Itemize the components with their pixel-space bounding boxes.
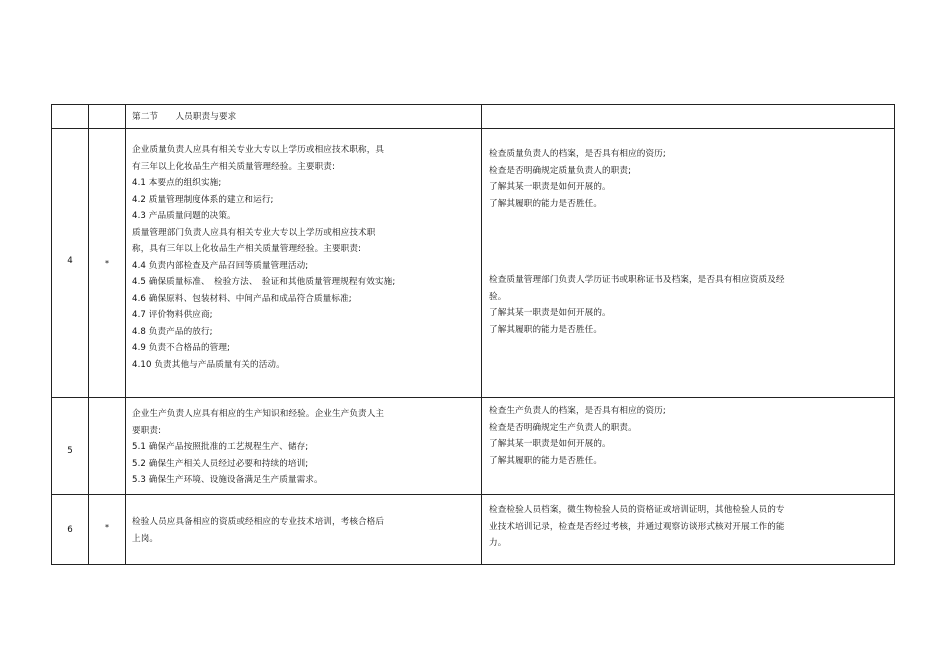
col-border	[481, 104, 482, 565]
requirement-text: 企业生产负责人应具有相应的生产知识和经验。企业生产负责人主 要职责: 5.1 确保产品按照批准的工艺规程生产、储存; 5.2 确保生产相关人员经过必要和持续的培训; 5.3 确保生产环境、设施设备满足生产质量需求。	[132, 409, 385, 485]
row-number: 4	[67, 256, 73, 266]
row-border	[51, 397, 895, 398]
col-border	[894, 104, 895, 565]
requirement-text: 企业质量负责人应具有相关专业大专以上学历或相应技术职称，具 有三年以上化妆品生产相关质量管理经验。主要职责: 4.1 本要点的组织实施; 4.2 质量管理制度体系的建立和运行; 4.3 产品质量问题的决策。 质量管理部门负责人应具有相关专业大专以上学历或相应技术职 称，具有三年以上化妆品生产相关质量管理经验。主要职责: 4.4 负责内部检查及产品召回等质量管理活动; 4.5 确保质量标准、 检验方法、 验证和其他质量管理规程有效实施; 4.6 确保原料、包装材料、中间产品和成品符合质量标准; 4.7 评价物料供应商; 4.8 负责产品的放行; 4.9 负责不合格品的管理; 4.10 负责其他与产品质量有关的活动。	[132, 145, 396, 370]
row-number: 5	[67, 446, 73, 456]
key-item-mark: *	[105, 259, 109, 268]
check-method-text: 检查检验人员档案，微生物检验人员的资格证或培训证明，其他检验人员的专 业技术培训记录，检查是否经过考核，并通过观察访谈形式核对开展工作的能 力。	[489, 505, 785, 548]
row-border	[51, 494, 895, 495]
col-border	[125, 104, 126, 565]
key-item-mark: *	[105, 523, 109, 532]
row-number: 6	[67, 525, 73, 535]
check-method-text: 检查生产负责人的档案，是否具有相应的资历; 检查是否明确规定生产负责人的职责。 了解其某一职责是如何开展的。 了解其履职的能力是否胜任。	[489, 406, 666, 466]
requirement-text: 检验人员应具备相应的资质或经相应的专业技术培训，考核合格后 上岗。	[132, 517, 385, 544]
row-border	[51, 104, 895, 105]
col-border	[88, 104, 89, 565]
row-border	[51, 564, 895, 565]
col-border	[51, 104, 52, 565]
row-border	[51, 128, 895, 129]
check-method-text: 检查质量负责人的档案，是否具有相应的资历; 检查是否明确规定质量负责人的职责; 了解其某一职责是如何开展的。 了解其履职的能力是否胜任。	[489, 149, 666, 209]
check-method-text: 检查质量管理部门负责人学历证书或职称证书及档案，是否具有相应资质及经 验。 了解其某一职责是如何开展的。 了解其履职的能力是否胜任。	[489, 275, 785, 335]
section-title: 第二节 人员职责与要求	[132, 112, 237, 122]
